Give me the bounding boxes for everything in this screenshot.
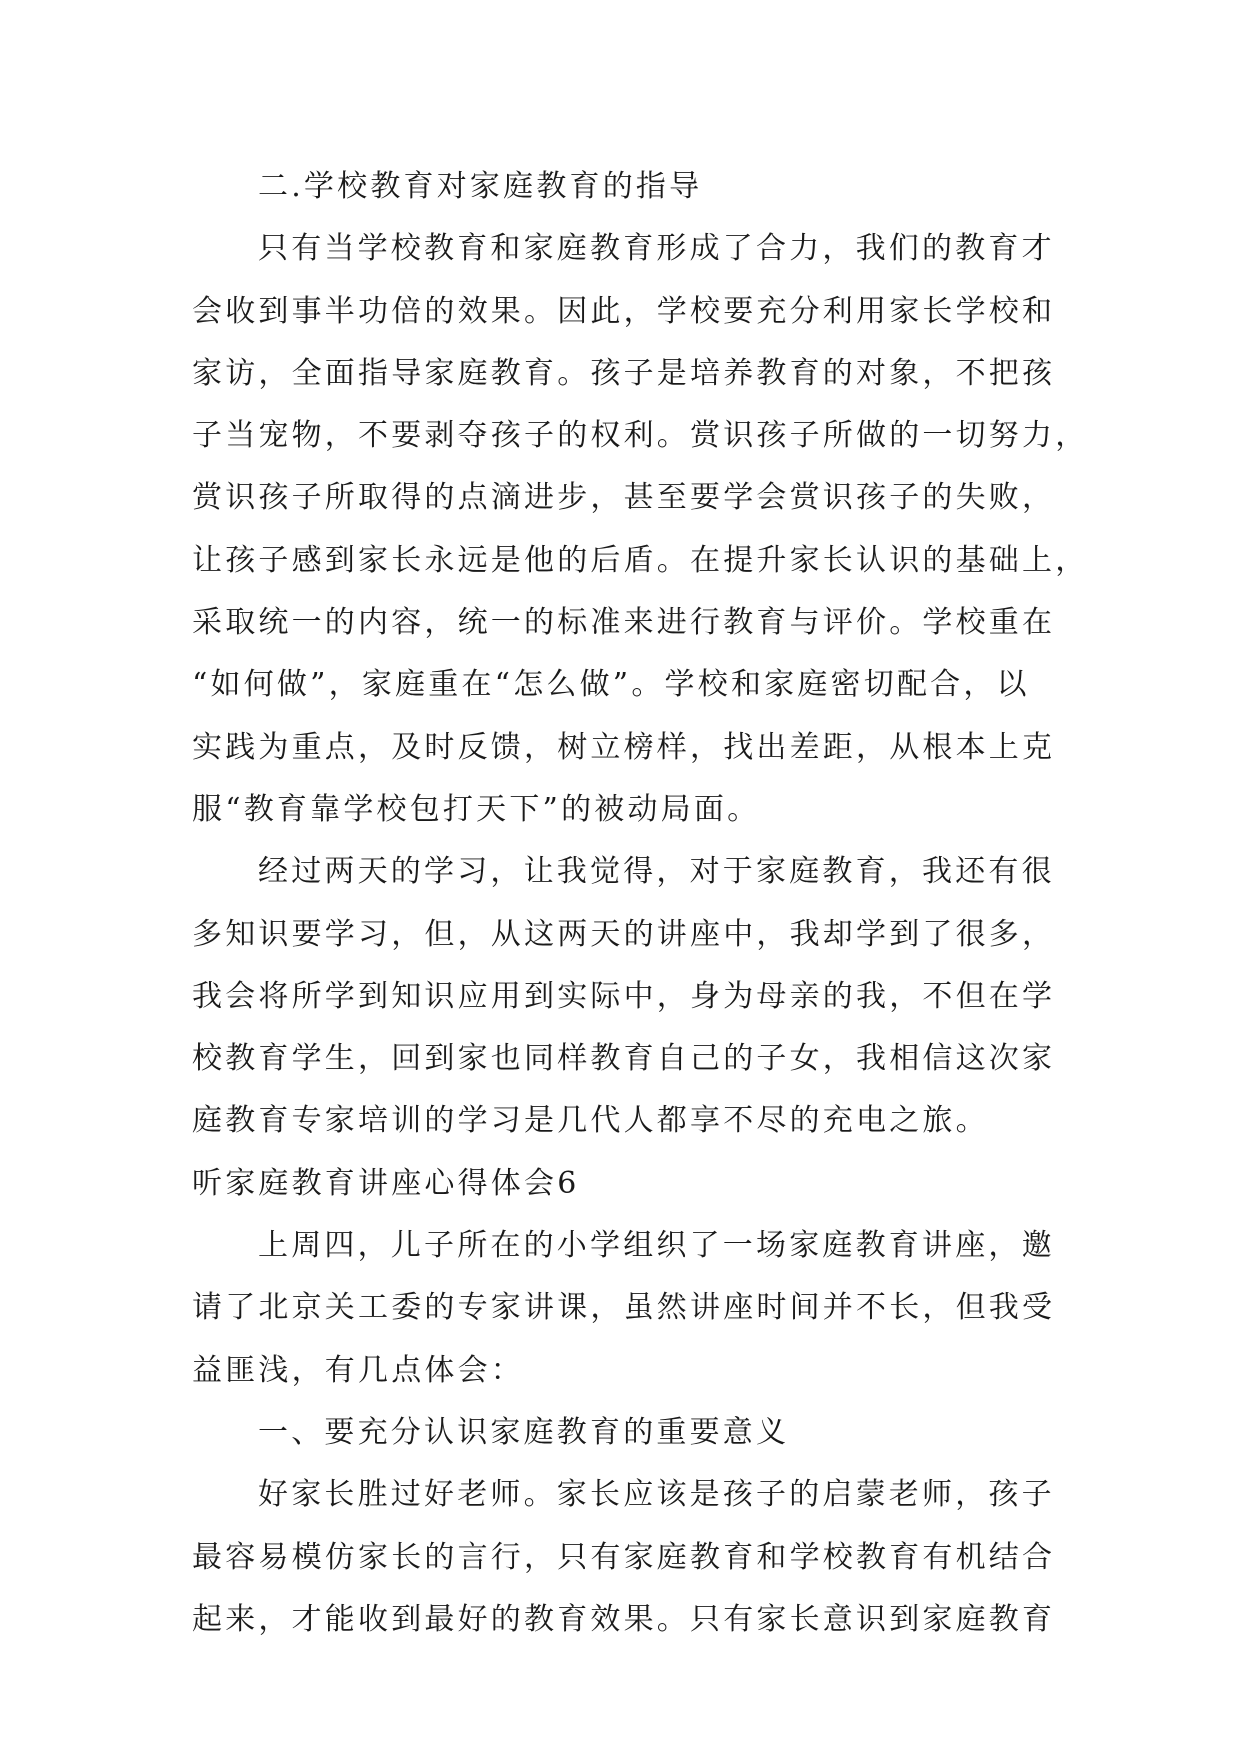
paragraph-line: 子当宠物，不要剥夺孩子的权利。赏识孩子所做的一切努力， — [192, 418, 1089, 454]
document-body — [192, 156, 1089, 1651]
paragraph-line: 经过两天的学习，让我觉得，对于家庭教育，我还有很 — [258, 854, 1055, 890]
paragraph-line: “如何做”，家庭重在“怎么做”。学校和家庭密切配合，以 — [192, 667, 1030, 703]
paragraph-line: 会收到事半功倍的效果。因此，学校要充分利用家长学校和 — [192, 293, 1056, 329]
article-title: 听家庭教育讲座心得体会6 — [192, 1165, 580, 1201]
paragraph-line: 益匪浅，有几点体会： — [192, 1352, 524, 1388]
paragraph-line: 采取统一的内容，统一的标准来进行教育与评价。学校重在 — [192, 605, 1056, 641]
paragraph-line: 服“教育靠学校包打天下”的被动局面。 — [192, 791, 761, 827]
paragraph-line: 起来，才能收到最好的教育效果。只有家长意识到家庭教育 — [192, 1601, 1056, 1637]
section-heading: 二.学校教育对家庭教育的指导 — [258, 169, 703, 204]
paragraph-line: 让孩子感到家长永远是他的后盾。在提升家长认识的基础上， — [192, 542, 1089, 578]
paragraph-line: 上周四，儿子所在的小学组织了一场家庭教育讲座，邀 — [258, 1228, 1055, 1264]
paragraph-line: 只有当学校教育和家庭教育形成了合力，我们的教育才 — [258, 231, 1055, 267]
paragraph-line: 请了北京关工委的专家讲课，虽然讲座时间并不长，但我受 — [192, 1290, 1056, 1326]
paragraph-line: 最容易模仿家长的言行，只有家庭教育和学校教育有机结合 — [192, 1539, 1056, 1575]
paragraph-line: 多知识要学习，但，从这两天的讲座中，我却学到了很多， — [192, 916, 1056, 952]
paragraph-line: 家访，全面指导家庭教育。孩子是培养教育的对象，不把孩 — [192, 355, 1056, 391]
paragraph-line: 实践为重点，及时反馈，树立榜样，找出差距，从根本上克 — [192, 729, 1056, 765]
section-heading: 一、要充分认识家庭教育的重要意义 — [258, 1414, 790, 1450]
paragraph-line: 好家长胜过好老师。家长应该是孩子的启蒙老师，孩子 — [258, 1477, 1055, 1513]
paragraph-line: 校教育学生，回到家也同样教育自己的子女，我相信这次家 — [192, 1041, 1056, 1077]
paragraph-line: 我会将所学到知识应用到实际中，身为母亲的我，不但在学 — [192, 978, 1056, 1014]
paragraph-line: 赏识孩子所取得的点滴进步，甚至要学会赏识孩子的失败， — [192, 480, 1056, 516]
paragraph-line: 庭教育专家培训的学习是几代人都享不尽的充电之旅。 — [192, 1103, 989, 1139]
